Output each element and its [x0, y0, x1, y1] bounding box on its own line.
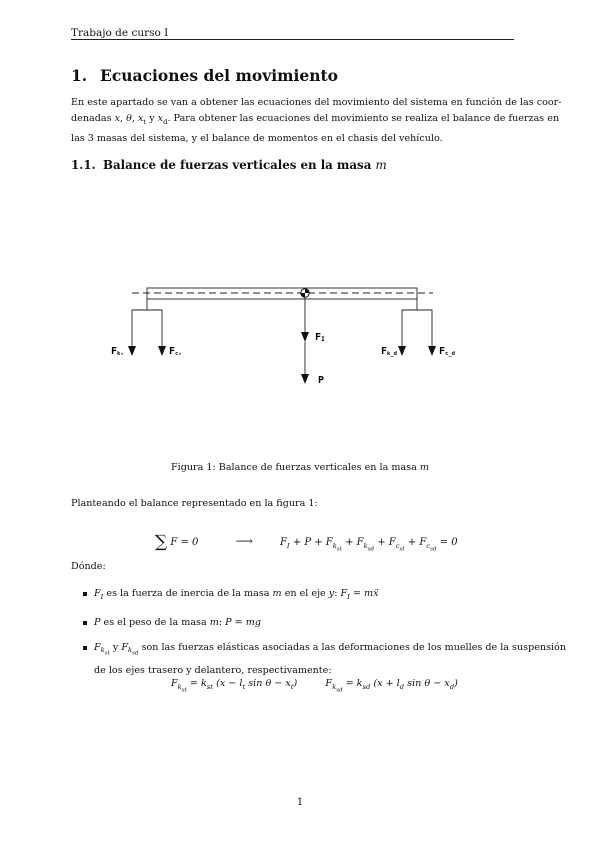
arrow-fcd	[428, 346, 436, 356]
intro-line-2: denadas x, θ, $x_t$ y $x_d$. Para obtener las ecuaciones del movimiento se realiza el balance de fuerzas en	[71, 113, 560, 127]
figure-caption: Figura 1: Balance de fuerzas verticales en la masa m	[170, 462, 429, 473]
label-fkd: Fk_d	[381, 346, 397, 357]
section-title	[71, 66, 338, 85]
rear-left-branch	[132, 310, 147, 346]
page-number: 1	[296, 797, 304, 808]
subsection-var: m	[375, 158, 387, 172]
chassis-beam	[147, 288, 417, 299]
subsection-title-text: Balance de fuerzas verticales en la masa	[103, 158, 376, 172]
spring-force-rear: $F_{k_{st}} = k_{st}$ ($x - l_t$ $\sin \theta - x_t$)	[171, 678, 298, 694]
arrow-p	[301, 374, 309, 384]
spring-force-front: $F_{k_{sd}} = k_{sd}$ ($x + l_d$ $\sin \theta - x_d$)	[325, 678, 458, 694]
section-title-text: Ecuaciones del movimiento	[100, 66, 339, 85]
running-header: Trabajo de curso I	[71, 27, 169, 39]
list-item: P es el peso de la masa m: P = mg	[71, 615, 514, 631]
center-of-mass-icon	[301, 289, 309, 297]
label-fct: Fcₜ	[169, 346, 182, 357]
spring-force-equations	[171, 678, 458, 693]
label-p: P	[318, 375, 325, 386]
section-number: 1.	[71, 66, 88, 85]
subsection-title	[71, 158, 387, 172]
label-fi: FI	[315, 332, 325, 343]
bullet-icon	[83, 592, 87, 596]
force-diagram	[100, 270, 460, 400]
force-balance-equation: ∑ F = 0 ⟶ $F_I + P + F_{k_{st}} + F_{k_{sd}} + F_{c_{st}} + F_{c_{sd}} = 0$	[155, 532, 458, 553]
force-balance-rhs: $F_I + P + F_{k_{st}} + F_{k_{sd}} + F_{c_{st}} + F_{c_{sd}} = 0$	[279, 537, 458, 553]
arrow-fkd	[398, 346, 406, 356]
header-rule	[71, 39, 514, 40]
front-bracket	[402, 299, 417, 346]
definition-list	[71, 586, 567, 694]
list-item: $F_{k_{st}}$ y $F_{k_{sd}}$ son las fuerzas elásticas asociadas a las deformaciones de los muelles de la suspensión de los ejes trasero y delantero, respectivamente:	[71, 640, 514, 679]
subsection-number: 1.1.	[71, 158, 96, 172]
balance-intro: Planteando el balance representado en la figura 1:	[71, 498, 318, 509]
bullet-icon	[83, 621, 87, 625]
list-item: $F_I$ es la fuerza de inercia de la masa m en el eje y: $F_I$ = mẍ	[71, 586, 514, 606]
bullet-icon	[83, 646, 87, 650]
intro-line-1: En este apartado se van a obtener las ecuaciones del movimiento del sistema en función de las coor-	[71, 97, 562, 108]
donde-label: Dónde:	[71, 561, 106, 572]
arrow-fkt	[158, 346, 166, 356]
intro-line-3: las 3 masas del sistema, y el balance de momentos en el chasis del vehículo.	[71, 132, 443, 144]
arrow-fi	[301, 332, 309, 342]
arrow-fct	[128, 346, 136, 356]
rear-bracket	[147, 299, 162, 346]
front-right-branch	[417, 310, 432, 346]
label-fkt: Fkₜ	[111, 346, 124, 357]
intro-paragraph	[71, 95, 562, 147]
label-fcd: Fc_d	[439, 346, 455, 357]
